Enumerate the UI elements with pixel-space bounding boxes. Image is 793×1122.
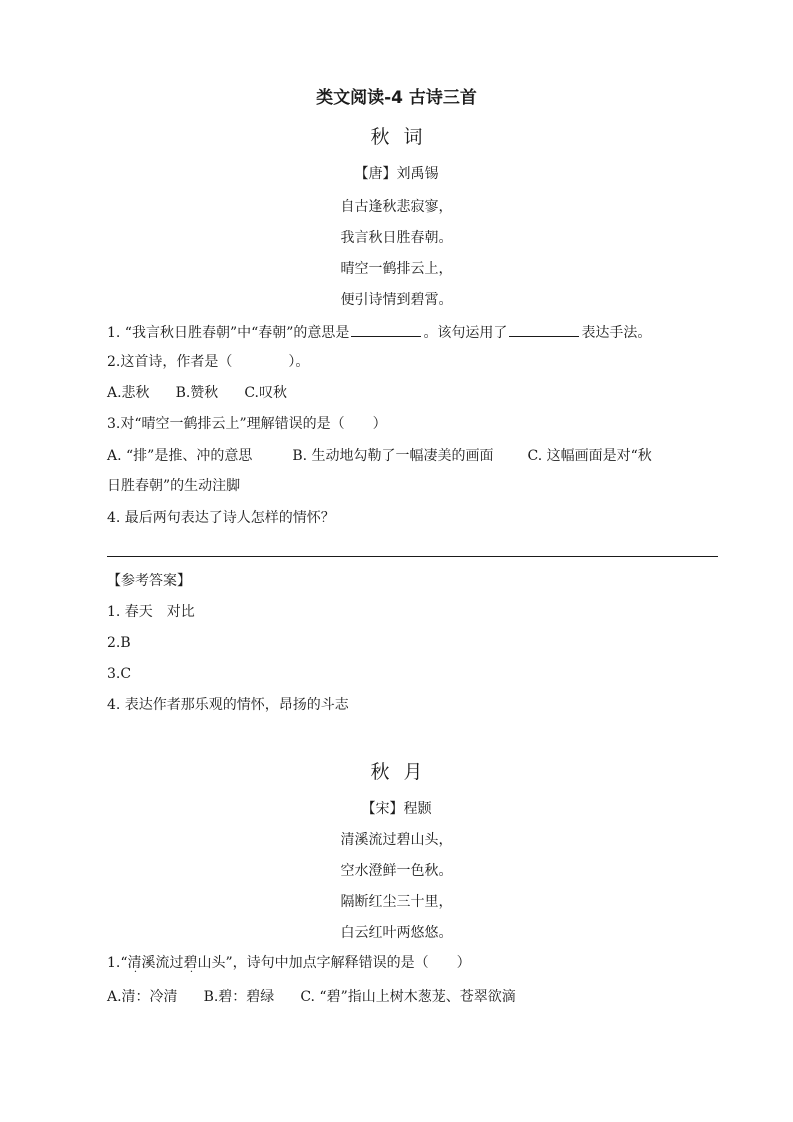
document-title: 类文阅读-4 古诗三首 (316, 88, 477, 108)
question-1-part-a: 1. “我言秋日胜春朝”中“春朝”的意思是 (107, 325, 350, 341)
option-a: A. “排”是推、冲的意思 (107, 448, 253, 464)
poem2-line-3: 隔断红尘三十里， (340, 894, 453, 910)
question-3-options-cont: 日胜春朝”的生动注脚 (107, 478, 241, 494)
poem2-question-1 (107, 953, 471, 973)
poem1-line-1: 自古逢秋悲寂寥， (340, 199, 453, 215)
poem1-title-char1: 秋 (370, 126, 390, 148)
q1-middle: 溪流过 (141, 955, 184, 971)
poem2-line-1: 清溪流过碧山头， (340, 832, 453, 848)
answers-heading: 【参考答案】 (107, 573, 191, 589)
answer-2: 2.B (107, 635, 131, 651)
poem1-title (0, 127, 793, 147)
poem1-line-2: 我言秋日胜春朝。 (340, 230, 453, 246)
answer-blank-1 (351, 322, 421, 337)
poem1-line-3: 晴空一鹤排云上， (340, 261, 453, 277)
question-1-part-c: 表达手法。 (581, 325, 652, 341)
answer-4: 4. 表达作者那乐观的情怀，昂扬的斗志 (107, 697, 349, 713)
poem1-title-char2: 词 (403, 126, 423, 148)
q1-prefix: 1.“ (107, 955, 128, 971)
answer-3: 3.C (107, 666, 132, 682)
poem2-title-char1: 秋 (370, 761, 390, 783)
poem2-line-4: 白云红叶两悠悠。 (340, 925, 453, 941)
option-a: A.悲秋 (107, 385, 150, 401)
option-b: B.碧：碧绿 (203, 989, 275, 1005)
answer-1: 1. 春天 对比 (107, 604, 195, 620)
q1-suffix: 山头”，诗句中加点字解释错误的是（ ） (197, 955, 471, 971)
poem2-title (0, 762, 793, 782)
poem2-author: 【宋】程颢 (361, 801, 432, 817)
dotted-char-1: 清 (127, 955, 142, 971)
answer-line (107, 556, 718, 557)
option-b: B. 生动地勾勒了一幅凄美的画面 (292, 448, 494, 464)
option-c: C. 这幅画面是对“秋 (527, 448, 652, 464)
poem1-author: 【唐】刘禹锡 (354, 166, 439, 182)
poem2-question-1-options (107, 987, 516, 1007)
question-3: 3.对“晴空一鹤排云上”理解错误的是（ ） (107, 416, 387, 432)
question-1 (107, 322, 651, 343)
poem1-line-4: 便引诗情到碧霄。 (340, 292, 453, 308)
option-c: C.叹秋 (244, 385, 287, 401)
question-3-options (107, 446, 652, 466)
answer-blank-2 (509, 322, 579, 337)
option-a: A.清：冷清 (107, 989, 178, 1005)
dotted-char-2: 碧 (183, 955, 198, 971)
poem2-title-char2: 月 (403, 761, 423, 783)
poem2-line-2: 空水澄鲜一色秋。 (340, 863, 453, 879)
question-2: 2.这首诗，作者是（ ）。 (107, 354, 310, 370)
question-4: 4. 最后两句表达了诗人怎样的情怀？ (107, 510, 335, 526)
question-1-part-b: 。该句运用了 (423, 325, 508, 341)
option-c: C. “碧”指山上树木葱茏、苍翠欲滴 (300, 989, 516, 1005)
question-2-options (107, 383, 287, 403)
option-b: B.赞秋 (175, 385, 219, 401)
